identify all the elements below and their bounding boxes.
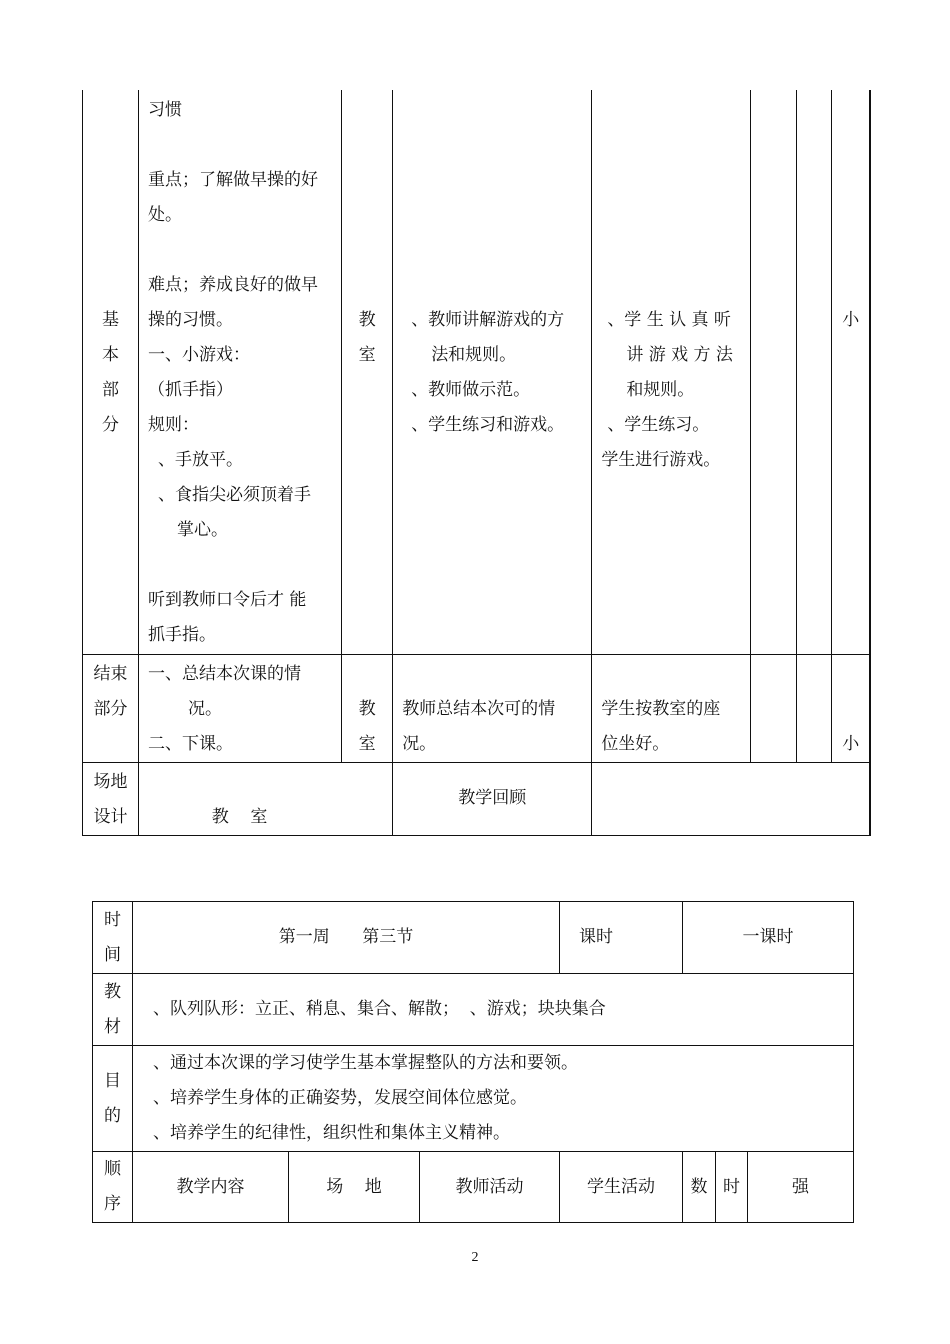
ending-part-content: 一、总结本次课的情 况。 二、下课。 bbox=[139, 654, 342, 762]
ending-part-row bbox=[83, 654, 871, 762]
basic-part-venue: 教 室 bbox=[342, 90, 393, 654]
basic-part-label: 基 本 部 分 bbox=[83, 90, 139, 654]
period-value: 一课时 bbox=[683, 902, 854, 974]
ending-part-time bbox=[797, 654, 832, 762]
page-number: 2 bbox=[471, 1250, 479, 1265]
ending-part-label: 结束 部分 bbox=[83, 654, 139, 762]
site-design-label: 场地 设计 bbox=[83, 762, 139, 835]
material-content: 、队列队形：立正、稍息、集合、解散； 、游戏；块块集合 bbox=[133, 974, 854, 1046]
site-design-venue: 教 室 bbox=[139, 762, 393, 835]
ending-part-teacher-activity: 教师总结本次可的情 况。 bbox=[393, 654, 592, 762]
time-row bbox=[93, 902, 854, 974]
student-activity-header: 学生活动 bbox=[560, 1152, 683, 1223]
ending-part-venue: 教 室 bbox=[342, 654, 393, 762]
order-header: 顺 序 bbox=[93, 1152, 133, 1223]
teaching-review-label: 教学回顾 bbox=[393, 762, 592, 835]
goal-content: 、通过本次课的学习使学生基本掌握整队的方法和要领。 、培养学生身体的正确姿势，发展空间体位感觉。 、培养学生的纪律性，组织性和集体主义精神。 bbox=[133, 1046, 854, 1152]
venue-header: 场 地 bbox=[289, 1152, 420, 1223]
basic-part-student-activity: 、学 生 认 真 听 讲 游 戏 方 法 和规则。 、学生练习。 学生进行游戏。 bbox=[592, 90, 751, 654]
site-design-row bbox=[83, 762, 871, 835]
intensity-header: 强 bbox=[748, 1152, 854, 1223]
count-header: 数 bbox=[683, 1152, 716, 1223]
lesson-plan-table bbox=[92, 901, 854, 1223]
content-header: 教学内容 bbox=[133, 1152, 289, 1223]
basic-part-time bbox=[797, 90, 832, 654]
ending-part-count bbox=[751, 654, 797, 762]
material-label: 教 材 bbox=[93, 974, 133, 1046]
week-section: 第一周 第三节 bbox=[133, 902, 560, 974]
goal-label: 目 的 bbox=[93, 1046, 133, 1152]
basic-part-count bbox=[751, 90, 797, 654]
basic-part-content: 习惯 重点；了解做早操的好 处。 难点；养成良好的做早 操的习惯。 一、小游戏： （抓手指） 规则： 、手放平。 、食指尖必须顶着手 掌心。 听到教师口令后才 能 抓手指。 bbox=[139, 90, 342, 654]
basic-part-teacher-activity: 、教师讲解游戏的方 法和规则。 、教师做示范。 、学生练习和游戏。 bbox=[393, 90, 592, 654]
material-row bbox=[93, 974, 854, 1046]
time-label: 时 间 bbox=[93, 902, 133, 974]
column-header-row bbox=[93, 1152, 854, 1223]
period-label: 课时 bbox=[560, 902, 683, 974]
teaching-review-content bbox=[592, 762, 870, 835]
time-header: 时 bbox=[716, 1152, 748, 1223]
basic-part-row bbox=[83, 90, 871, 654]
goal-row bbox=[93, 1046, 854, 1152]
ending-part-intensity: 小 bbox=[832, 654, 870, 762]
lesson-plan-table-continued bbox=[82, 90, 871, 836]
basic-part-intensity: 小 bbox=[832, 90, 870, 654]
teacher-activity-header: 教师活动 bbox=[420, 1152, 560, 1223]
ending-part-student-activity: 学生按教室的座 位坐好。 bbox=[592, 654, 751, 762]
